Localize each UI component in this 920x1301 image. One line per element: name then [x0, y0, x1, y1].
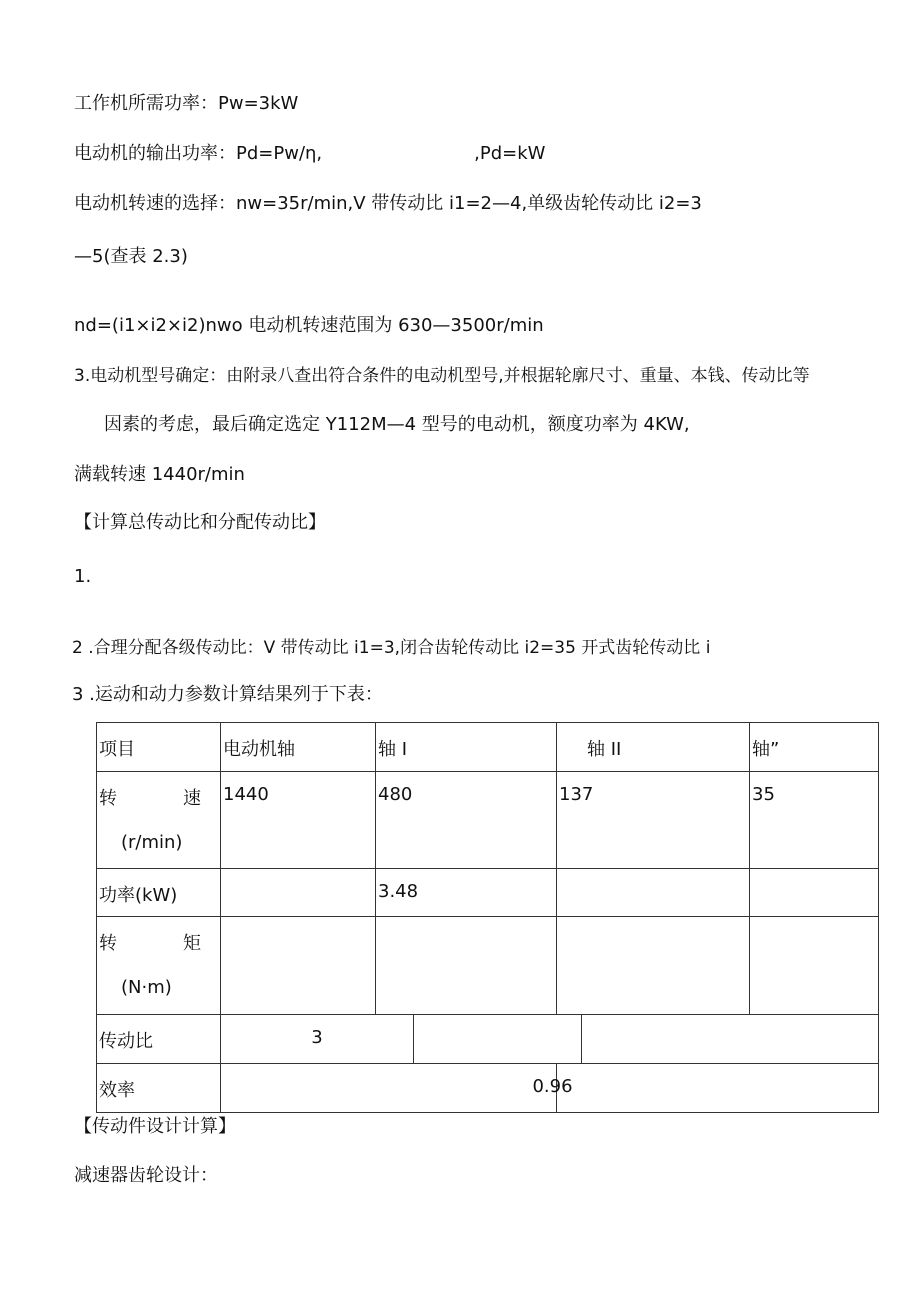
ratio-motor-to-shaft-1: 3	[221, 1015, 414, 1064]
speed-shaft-1: 480	[376, 772, 557, 869]
full-load-speed-line: 满载转速 1440r/min	[74, 464, 245, 485]
efficiency-label: 效率	[97, 1064, 221, 1113]
power-shaft-1: 3.48	[376, 869, 557, 917]
ratio-shaft-2-to-3	[582, 1015, 879, 1064]
power-motor	[221, 869, 376, 917]
speed-shaft-2: 137	[557, 772, 750, 869]
header-item: 项目	[97, 723, 221, 772]
efficiency-second: 0.96	[557, 1064, 879, 1113]
motor-model-cont: 因素的考虑，最后确定选定 Y112M—4 型号的电动机，额度功率为 4KW,	[104, 414, 690, 435]
header-shaft-2: 轴 II	[557, 723, 750, 772]
header-shaft-1: 轴 I	[376, 723, 557, 772]
table-row-torque	[97, 917, 879, 1015]
header-shaft-3: 轴”	[750, 723, 879, 772]
section-ratio-heading: 【计算总传动比和分配传动比】	[74, 512, 326, 533]
power-shaft-3	[750, 869, 879, 917]
torque-shaft-1	[376, 917, 557, 1015]
parameters-table	[96, 722, 879, 1113]
motor-output-result: ,Pd=kW	[474, 143, 546, 164]
speed-unit: (r/min)	[121, 832, 183, 853]
gear-design-line: 减速器齿轮设计：	[74, 1165, 218, 1186]
torque-label: 转 矩	[99, 933, 201, 954]
section-design-heading: 【传动件设计计算】	[74, 1116, 236, 1137]
power-shaft-2	[557, 869, 750, 917]
table-row-speed	[97, 772, 879, 869]
torque-motor	[221, 917, 376, 1015]
item-3: 3 .运动和动力参数计算结果列于下表：	[72, 684, 383, 705]
motor-speed-select-line: 电动机转速的选择：nw=35r/min,V 带传动比 i1=2—4,单级齿轮传动比 i2=3	[74, 193, 702, 214]
item-2: 2 .合理分配各级传动比：V 带传动比 i1=3,闭合齿轮传动比 i2=35 开式齿轮传动比 i	[72, 638, 711, 658]
motor-output-formula: 电动机的输出功率：Pd=Pw/η,	[74, 143, 323, 164]
table-row-power	[97, 869, 879, 917]
motor-output-line	[74, 142, 545, 166]
item-1: 1.	[74, 566, 92, 587]
ratio-label: 传动比	[97, 1015, 221, 1064]
table-row-efficiency	[97, 1064, 879, 1113]
ratio-shaft-1-to-2	[414, 1015, 582, 1064]
speed-shaft-3: 35	[750, 772, 879, 869]
motor-speed-select-cont: —5(查表 2.3)	[74, 246, 188, 267]
power-label: 功率(kW)	[97, 869, 221, 917]
torque-label-cell	[97, 917, 221, 1015]
torque-shaft-2	[557, 917, 750, 1015]
table-header-row	[97, 723, 879, 772]
work-power-line: 工作机所需功率：Pw=3kW	[74, 93, 299, 114]
speed-motor: 1440	[221, 772, 376, 869]
torque-shaft-3	[750, 917, 879, 1015]
speed-label: 转 速	[99, 788, 201, 809]
table-row-ratio	[97, 1015, 879, 1064]
motor-model-line: 3.电动机型号确定：由附录八查出符合条件的电动机型号,并根据轮廓尺寸、重量、本钱、传动比等	[74, 366, 810, 386]
torque-unit: (N·m)	[121, 977, 172, 998]
header-motor-shaft: 电动机轴	[221, 723, 376, 772]
nd-formula-line: nd=(i1×i2×i2)nwo 电动机转速范围为 630—3500r/min	[74, 315, 544, 336]
speed-label-cell	[97, 772, 221, 869]
